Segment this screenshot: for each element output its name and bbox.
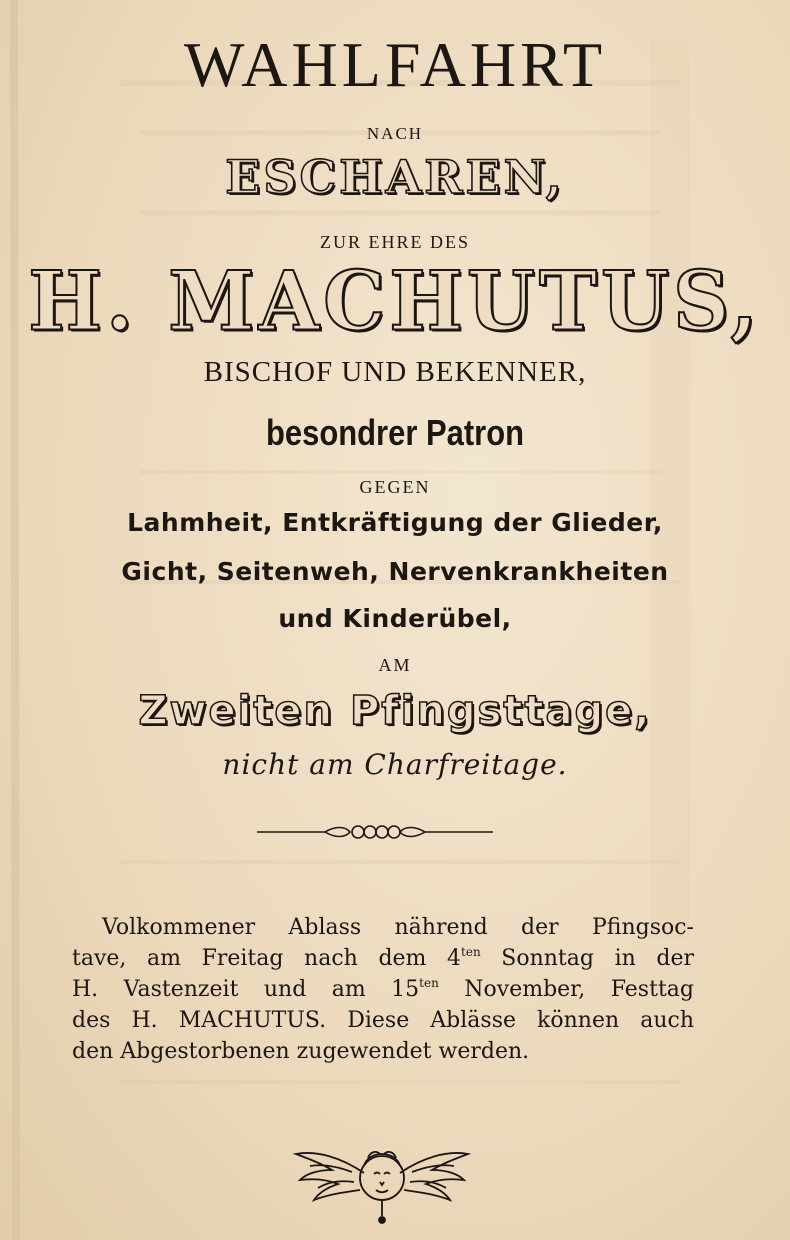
text-segment: H. Vastenzeit und am 15 [72,977,420,1002]
feast-day: Zweiten Pfingsttage, [138,688,652,734]
connector-zur-ehre: ZUR EHRE DES [320,232,470,252]
superscript: ten [419,976,439,990]
paragraph-line [72,974,694,1005]
ailment-line: Gicht, Seitenweh, Nervenkrankheiten [121,557,669,586]
winged-cherub-icon [292,1128,472,1228]
connector-gegen: GEGEN [359,477,431,497]
text-segment: Sonntag in der [480,946,694,971]
ornament-divider-icon [255,818,495,846]
not-good-friday-note: nicht am Charfreitage. [222,748,568,781]
patron-heading: besondrer Patron [265,412,525,453]
pilgrimage-title: WAHLFAHRT [183,29,607,100]
ailment-line: und Kinderübel, [278,604,512,633]
indulgence-paragraph [72,912,694,1067]
superscript: ten [461,945,481,959]
paragraph-line: Volkommener Ablass nährend der Pfingsoc- [102,915,694,940]
place-name: ESCHAREN, [225,150,565,204]
text-segment: November, Festtag [438,977,694,1002]
text-segment: tave, am Freitag nach dem 4 [72,946,462,971]
saint-role: BISCHOF UND BEKENNER, [203,356,587,388]
paragraph-line: den Abgestorbenen zugewendet werden. [72,1039,530,1064]
saint-name: H. MACHUTUS, [28,253,762,350]
paragraph-line [72,943,694,974]
ailment-line: Lahmheit, Entkräftigung der Glieder, [127,508,663,537]
connector-nach: NACH [366,124,424,143]
connector-am: AM [378,655,412,675]
paragraph-line: des H. MACHUTUS. Diese Ablässe können auch [72,1008,694,1033]
